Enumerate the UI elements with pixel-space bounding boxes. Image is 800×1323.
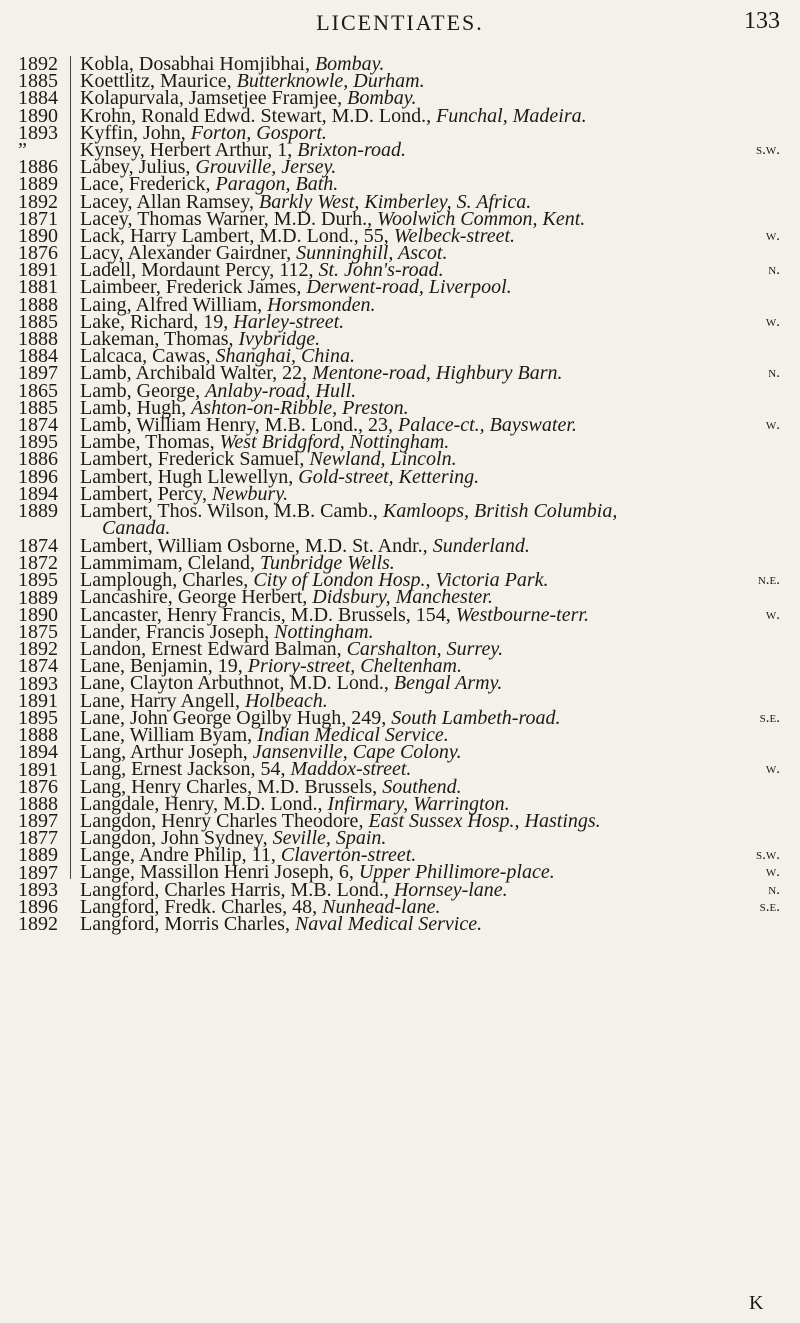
licentiate-address: Newland, Lincoln. — [309, 448, 457, 471]
licentiate-address: City of London Hosp., Victoria Park. — [253, 569, 549, 592]
licentiate-name: Lambert, Frederick Samuel, — [80, 448, 310, 471]
licentiate-address: Harley-street. — [233, 310, 345, 333]
entry-year: 1875 — [18, 621, 58, 643]
licentiate-name: Langford, Morris Charles, — [80, 913, 295, 935]
entry-year: 1897 — [18, 810, 58, 833]
entry-year: 1893 — [18, 672, 58, 695]
licentiate-address: Upper Phillimore-place. — [358, 861, 555, 884]
entry-year: 1885 — [18, 310, 58, 333]
licentiate-name: Lander, Francis Joseph, — [80, 620, 275, 643]
licentiate-name: Langdon, Henry Charles Theodore, — [80, 809, 369, 832]
entry-year: 1874 — [18, 413, 58, 436]
entry-year: 1889 — [18, 173, 58, 196]
licentiate-address: Bombay. — [314, 53, 385, 75]
licentiate-name: Lamplough, Charles, — [80, 569, 254, 592]
licentiate-address: Indian Medical Service. — [257, 723, 449, 746]
licentiate-name: Lane, John George Ogilby Hugh, 249, — [80, 706, 392, 729]
licentiate-name: Laimbeer, Frederick James, — [80, 276, 307, 299]
licentiate-address: Jansenville, Cape Colony. — [252, 741, 462, 764]
postal-district: w. — [765, 313, 780, 330]
licentiate-address: Palace-ct., Bayswater. — [398, 413, 577, 436]
running-head: LICENTIATES. — [316, 10, 484, 35]
licentiate-name: Lang, Henry Charles, M.D. Brussels, — [80, 775, 383, 798]
licentiate-address: Kamloops, British Columbia, — [382, 499, 618, 522]
entry-year: 1890 — [18, 224, 58, 247]
licentiate-name: Kynsey, Herbert Arthur, 1, — [80, 138, 298, 161]
licentiate-name: Lamb, George, — [80, 379, 206, 402]
licentiate-address: Westbourne-terr. — [455, 603, 589, 626]
licentiate-name: Lammimam, Cleland, — [80, 552, 260, 575]
licentiate-address: Paragon, Bath. — [215, 173, 339, 196]
licentiate-name: Ladell, Mordaunt Percy, 112, — [80, 259, 319, 282]
licentiate-address: Claverton-street. — [280, 844, 417, 867]
licentiate-name: Langdale, Henry, M.D. Lond., — [80, 792, 328, 815]
entry-year: 1886 — [18, 156, 58, 179]
licentiate-address: Ashton-on-Ribble, Preston. — [191, 396, 409, 419]
entry-year: 1892 — [18, 190, 58, 213]
licentiate-name: Lane, Harry Angell, — [80, 689, 245, 712]
signature-mark: K — [749, 1292, 764, 1314]
postal-district: w. — [765, 227, 780, 244]
list-item — [80, 913, 790, 935]
postal-district: w. — [765, 606, 780, 623]
entry-year: 1881 — [18, 276, 58, 299]
licentiate-address: Woolwich Common, Kent. — [377, 207, 586, 230]
licentiate-name: Labey, Julius, — [80, 156, 196, 179]
licentiate-name: Lamb, Hugh, — [80, 396, 192, 419]
postal-district: w. — [765, 761, 780, 778]
licentiate-name: Lang, Ernest Jackson, 54, — [80, 758, 291, 781]
entry-year: 1876 — [18, 775, 58, 798]
licentiate-name: Lange, Massillon Henri Joseph, 6, — [80, 861, 359, 884]
licentiate-name: Kyffin, John, — [80, 121, 191, 144]
licentiate-address: South Lambeth-road. — [391, 706, 561, 729]
licentiate-address: Infirmary, Warrington. — [327, 792, 510, 815]
entry-year: 1889 — [18, 586, 58, 609]
licentiate-address: East Sussex Hosp., Hastings. — [368, 809, 601, 832]
postal-district: w. — [765, 864, 780, 881]
licentiate-address: Welbeck-street. — [393, 224, 516, 247]
licentiate-name: Lambert, Hugh Llewellyn, — [80, 465, 299, 488]
entry-year: 1897 — [18, 362, 58, 385]
licentiate-name: Kobla, Dosabhai Homjibhai, — [80, 53, 315, 75]
entry-year: 1891 — [18, 259, 58, 282]
entry-year: 1890 — [18, 104, 58, 127]
licentiate-address: Funchal, Madeira. — [436, 104, 587, 127]
licentiate-address: Bengal Army. — [393, 672, 503, 695]
entry-year: 1895 — [18, 706, 58, 729]
licentiate-name: Lane, Clayton Arbuthnot, M.D. Lond., — [80, 672, 394, 695]
entry-year: 1891 — [18, 689, 58, 712]
licentiate-name: Langdon, John Sydney, — [80, 827, 273, 850]
entry-year: 1897 — [18, 861, 58, 884]
licentiate-address: Nottingham. — [274, 620, 374, 643]
licentiate-name: Langford, Fredk. Charles, 48, — [80, 895, 323, 918]
entry-list — [80, 53, 790, 935]
licentiate-name: Koettlitz, Maurice, — [80, 70, 237, 93]
licentiate-address: Carshalton, Surrey. — [346, 638, 504, 660]
entry-year: 1871 — [18, 207, 58, 230]
licentiate-name: Lamb, William Henry, M.B. Lond., 23, — [80, 413, 399, 436]
licentiate-address: Sunderland. — [432, 534, 530, 557]
entry-year: 1874 — [18, 655, 58, 678]
postal-district: n. — [768, 262, 780, 279]
licentiate-address: Newbury. — [211, 482, 289, 505]
entry-year: 1874 — [18, 535, 58, 558]
entry-year: 1894 — [18, 741, 58, 764]
licentiate-name: Lack, Harry Lambert, M.D. Lond., 55, — [80, 224, 394, 247]
entry-year: 1892 — [18, 53, 58, 75]
licentiate-name: Lambe, Thomas, — [80, 431, 220, 454]
licentiate-name: Laing, Alfred William, — [80, 293, 268, 316]
postal-district: n. — [768, 881, 780, 898]
licentiate-name: Lace, Frederick, — [80, 173, 216, 196]
licentiate-address: Brixton-road. — [297, 138, 406, 161]
licentiate-name: Krohn, Ronald Edwd. Stewart, M.D. Lond., — [80, 104, 437, 127]
licentiate-name: Lambert, William Osborne, M.D. St. Andr., — [80, 534, 433, 557]
licentiate-name: Lane, William Byam, — [80, 723, 258, 746]
licentiate-address-continued: Canada. — [102, 517, 171, 540]
entry-year: 1885 — [18, 396, 58, 419]
licentiate-address: Nunhead-lane. — [322, 895, 441, 918]
licentiate-address: Ivybridge. — [238, 328, 321, 350]
entry-year: 1893 — [18, 121, 58, 144]
licentiate-address: Sunninghill, Ascot. — [296, 242, 448, 265]
entry-year: 1891 — [18, 758, 58, 781]
postal-district: s.w. — [756, 141, 780, 158]
licentiate-address: Derwent-road, Liverpool. — [306, 276, 512, 299]
licentiate-address: Naval Medical Service. — [294, 913, 483, 935]
licentiate-name: Lalcaca, Cawas, — [80, 345, 216, 368]
entry-year: 1896 — [18, 896, 58, 918]
postal-district: n. — [768, 365, 780, 382]
licentiate-name: Lambert, Thos. Wilson, M.B. Camb., — [80, 499, 383, 522]
licentiate-address: Horsmonden. — [267, 293, 376, 316]
licentiate-name: Lane, Benjamin, 19, — [80, 655, 248, 678]
year-column — [18, 53, 68, 936]
licentiate-name: Kolapurvala, Jamsetjee Framjee, — [80, 87, 348, 110]
licentiate-name: Lacy, Alexander Gairdner, — [80, 242, 297, 265]
entry-year: 1877 — [18, 827, 58, 850]
licentiate-name: Lang, Arthur Joseph, — [80, 741, 253, 764]
licentiate-name: Lake, Richard, 19, — [80, 310, 234, 333]
entry-year: 1892 — [18, 913, 58, 936]
entry-year: 1894 — [18, 482, 58, 505]
entry-year: 1876 — [18, 242, 58, 265]
entry-year: 1885 — [18, 70, 58, 93]
licentiate-name: Langford, Charles Harris, M.B. Lond., — [80, 878, 394, 901]
licentiate-address: Anlaby-road, Hull. — [205, 379, 357, 402]
licentiate-address: Seville, Spain. — [272, 827, 387, 850]
page-number: 133 — [744, 8, 780, 34]
entry-year: 1895 — [18, 431, 58, 454]
entry-year: 1865 — [18, 379, 58, 402]
entry-year: 1893 — [18, 878, 58, 901]
licentiate-name: Lancaster, Henry Francis, M.D. Brussels, 154, — [80, 603, 456, 626]
list-item — [80, 499, 790, 540]
licentiate-address: Didsbury, Manchester. — [312, 586, 493, 609]
entry-year: ” — [18, 138, 27, 161]
postal-district: n.e. — [757, 572, 780, 589]
entry-year: 1884 — [18, 345, 58, 368]
licentiate-address: Forton, Gosport. — [190, 121, 327, 144]
licentiate-address: St. John's-road. — [318, 259, 444, 282]
licentiate-address: Bombay. — [347, 87, 417, 110]
licentiate-address: Butterknowle, Durham. — [236, 70, 425, 93]
licentiate-address: Gold-street, Kettering. — [298, 465, 480, 488]
entry-year: 1890 — [18, 603, 58, 626]
entry-year: 1888 — [18, 792, 58, 815]
licentiate-name: Lamb, Archibald Walter, 22, — [80, 362, 313, 385]
postal-district: s.e. — [759, 898, 780, 915]
licentiate-name: Lancashire, George Herbert, — [80, 586, 313, 609]
column-rule — [70, 56, 71, 879]
licentiate-name: Landon, Ernest Edward Balman, — [80, 638, 347, 660]
licentiate-address: Tunbridge Wells. — [259, 552, 395, 575]
postal-district: w. — [765, 416, 780, 433]
licentiate-name: Lakeman, Thomas, — [80, 328, 239, 350]
licentiate-address: Barkly West, Kimberley, S. Africa. — [259, 190, 532, 213]
licentiate-name: Lacey, Allan Ramsey, — [80, 190, 260, 213]
postal-district: s.e. — [759, 709, 780, 726]
licentiate-address: Shanghai, China. — [215, 345, 355, 368]
entry-year: 1892 — [18, 638, 58, 661]
entry-year: 1895 — [18, 569, 58, 592]
licentiate-address: West Bridgford, Nottingham. — [219, 431, 450, 454]
entry-year: 1889 — [18, 844, 58, 867]
licentiate-address: Grouville, Jersey. — [195, 156, 337, 179]
entry-year: 1888 — [18, 293, 58, 316]
entry-year: 1872 — [18, 552, 58, 575]
licentiate-address: Maddox-street. — [290, 758, 412, 781]
entry-year: 1886 — [18, 448, 58, 471]
licentiate-address: Mentone-road, Highbury Barn. — [312, 362, 563, 385]
entry-year: 1884 — [18, 87, 58, 110]
entry-year: 1888 — [18, 724, 58, 747]
licentiate-address: Southend. — [382, 775, 462, 798]
licentiate-name: Lambert, Percy, — [80, 482, 212, 505]
licentiate-name: Lacey, Thomas Warner, M.D. Durh., — [80, 207, 378, 230]
entry-year: 1889 — [18, 499, 58, 522]
licentiate-address: Hornsey-lane. — [393, 878, 508, 901]
entry-year: 1896 — [18, 465, 58, 488]
licentiate-address: Holbeach. — [244, 689, 328, 712]
entry-year: 1888 — [18, 328, 58, 350]
licentiate-address: Priory-street, Cheltenham. — [247, 655, 462, 678]
postal-district: s.w. — [756, 847, 780, 864]
licentiate-name: Lange, Andre Philip, 11, — [80, 844, 281, 867]
